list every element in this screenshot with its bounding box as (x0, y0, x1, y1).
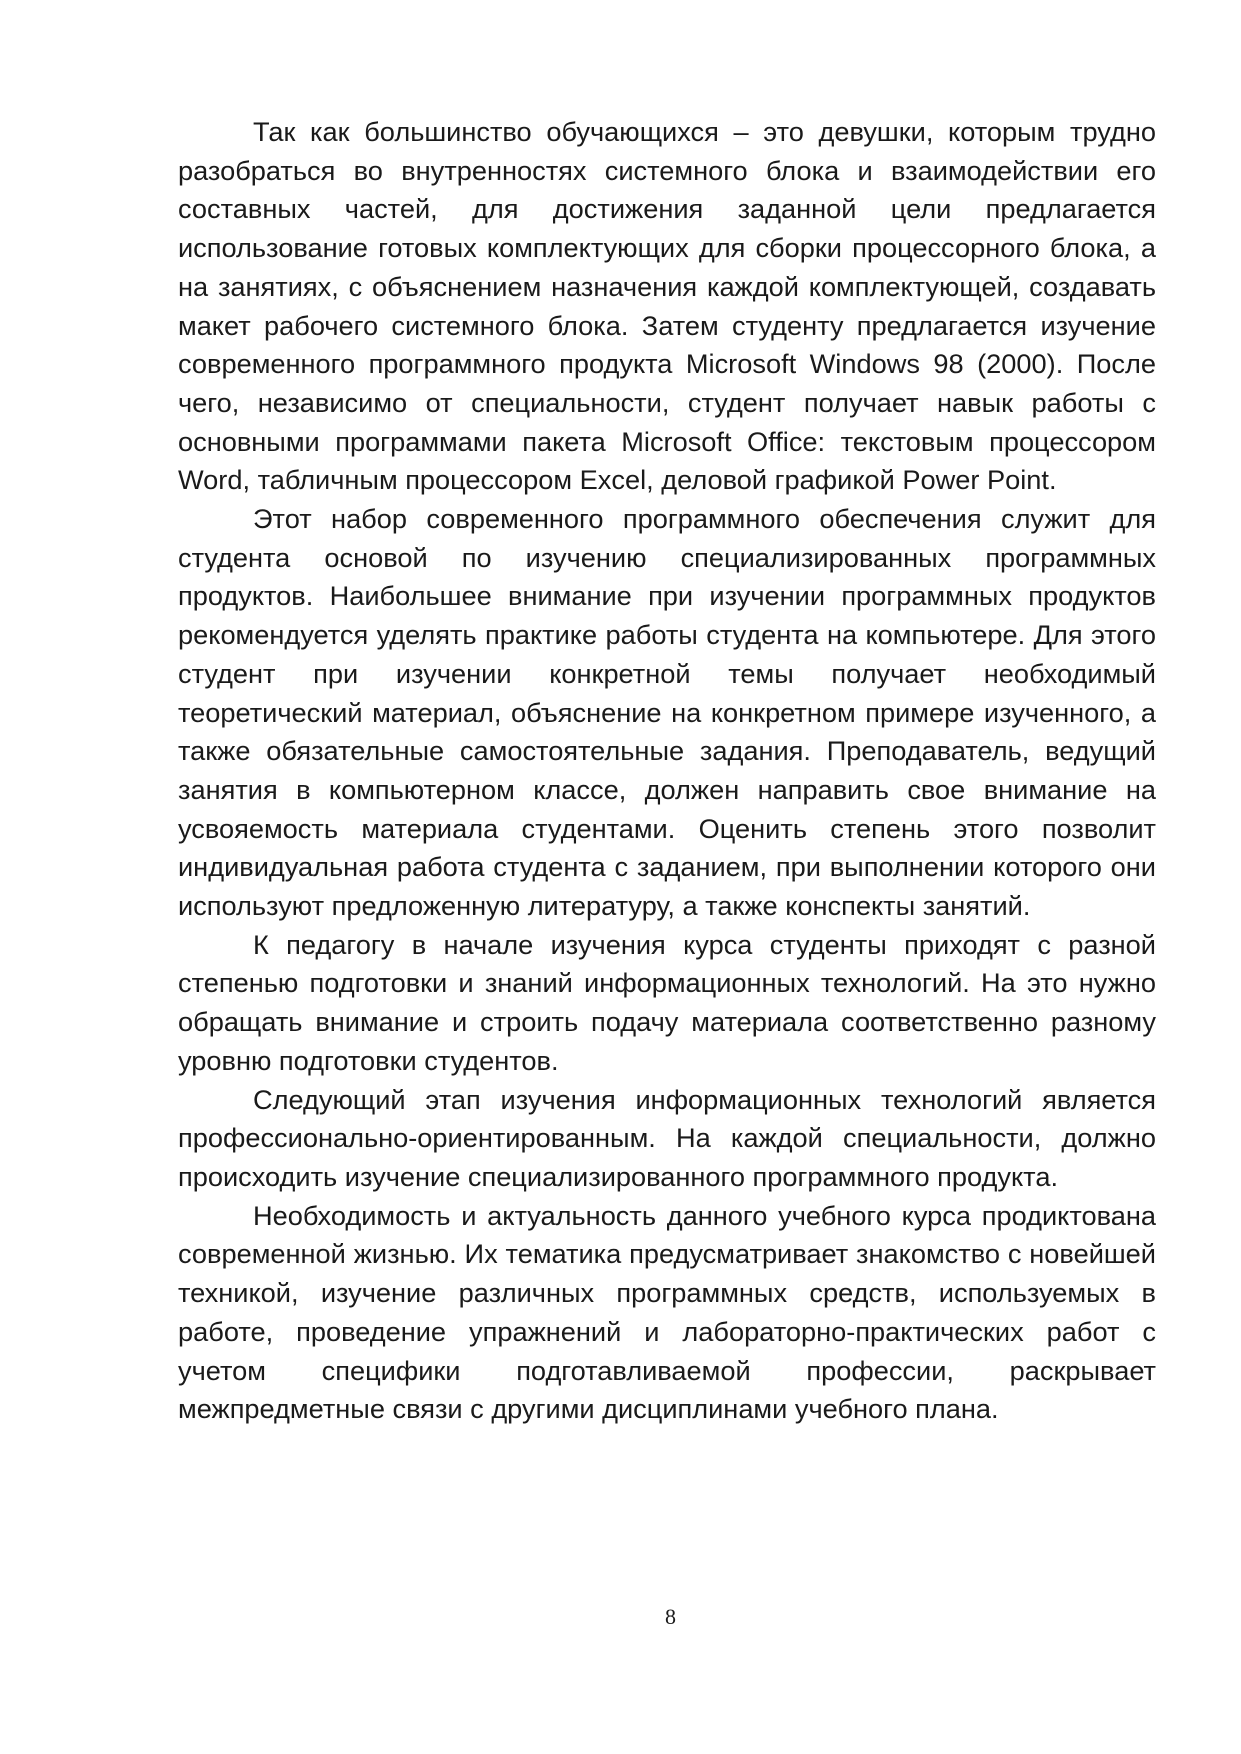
paragraph-2: Этот набор современного программного обеспечения служит для студента основой по изучению специализированных программных продуктов. Наибольшее внимание при изучении программных продуктов рекомендуется уделять практике работы студента на компьютере. Для этого студент при изучении конкретной темы получает необходимый теоретический материал, объяснение на конкретном примере изученного, а также обязательные самостоятельные задания. Преподаватель, ведущий занятия в компьютерном классе, должен направить свое внимание на усвояемость материала студентами. Оценить степень этого позволит индивидуальная работа студента с заданием, при выполнении которого они используют предложенную литературу, а также конспекты занятий. (178, 503, 1156, 922)
paragraph-1: Так как большинство обучающихся – это девушки, которым трудно разобраться во внутренностях системного блока и взаимодействии его составных частей, для достижения заданной цели предлагается использование готовых комплектующих для сборки процессорного блока, а на занятиях, с объяснением назначения каждой комплектующей, создавать макет рабочего системного блока. Затем студенту предлагается изучение современного программного продукта Microsoft Windows 98 (2000). После чего, независимо от специальности, студент получает навык работы с основными программами пакета Microsoft Office: текстовым процессором Word, табличным процессором Excel, деловой графикой Power Point. (178, 116, 1156, 496)
paragraph-5: Необходимость и актуальность данного учебного курса продиктована современной жизнью. Их тематика предусматривает знакомство с новейшей техникой, изучение различных программных средств, используемых в работе, проведение упражнений и лабораторно-практических работ с учетом специфики подготавливаемой профессии, раскрывает межпредметные связи с другими дисциплинами учебного плана. (178, 1199, 1156, 1425)
paragraph-3: К педагогу в начале изучения курса студенты приходят с разной степенью подготовки и знаний информационных технологий. На это нужно обращать внимание и строить подачу материала соответственно разному уровню подготовки студентов. (178, 928, 1156, 1076)
body-text (178, 113, 1156, 1429)
page-number: 8 (665, 1604, 676, 1629)
paragraph-4: Следующий этап изучения информационных технологий является профессионально-ориентированным. На каждой специальности, должно происходить изучение специализированного программного продукта. (178, 1083, 1156, 1192)
